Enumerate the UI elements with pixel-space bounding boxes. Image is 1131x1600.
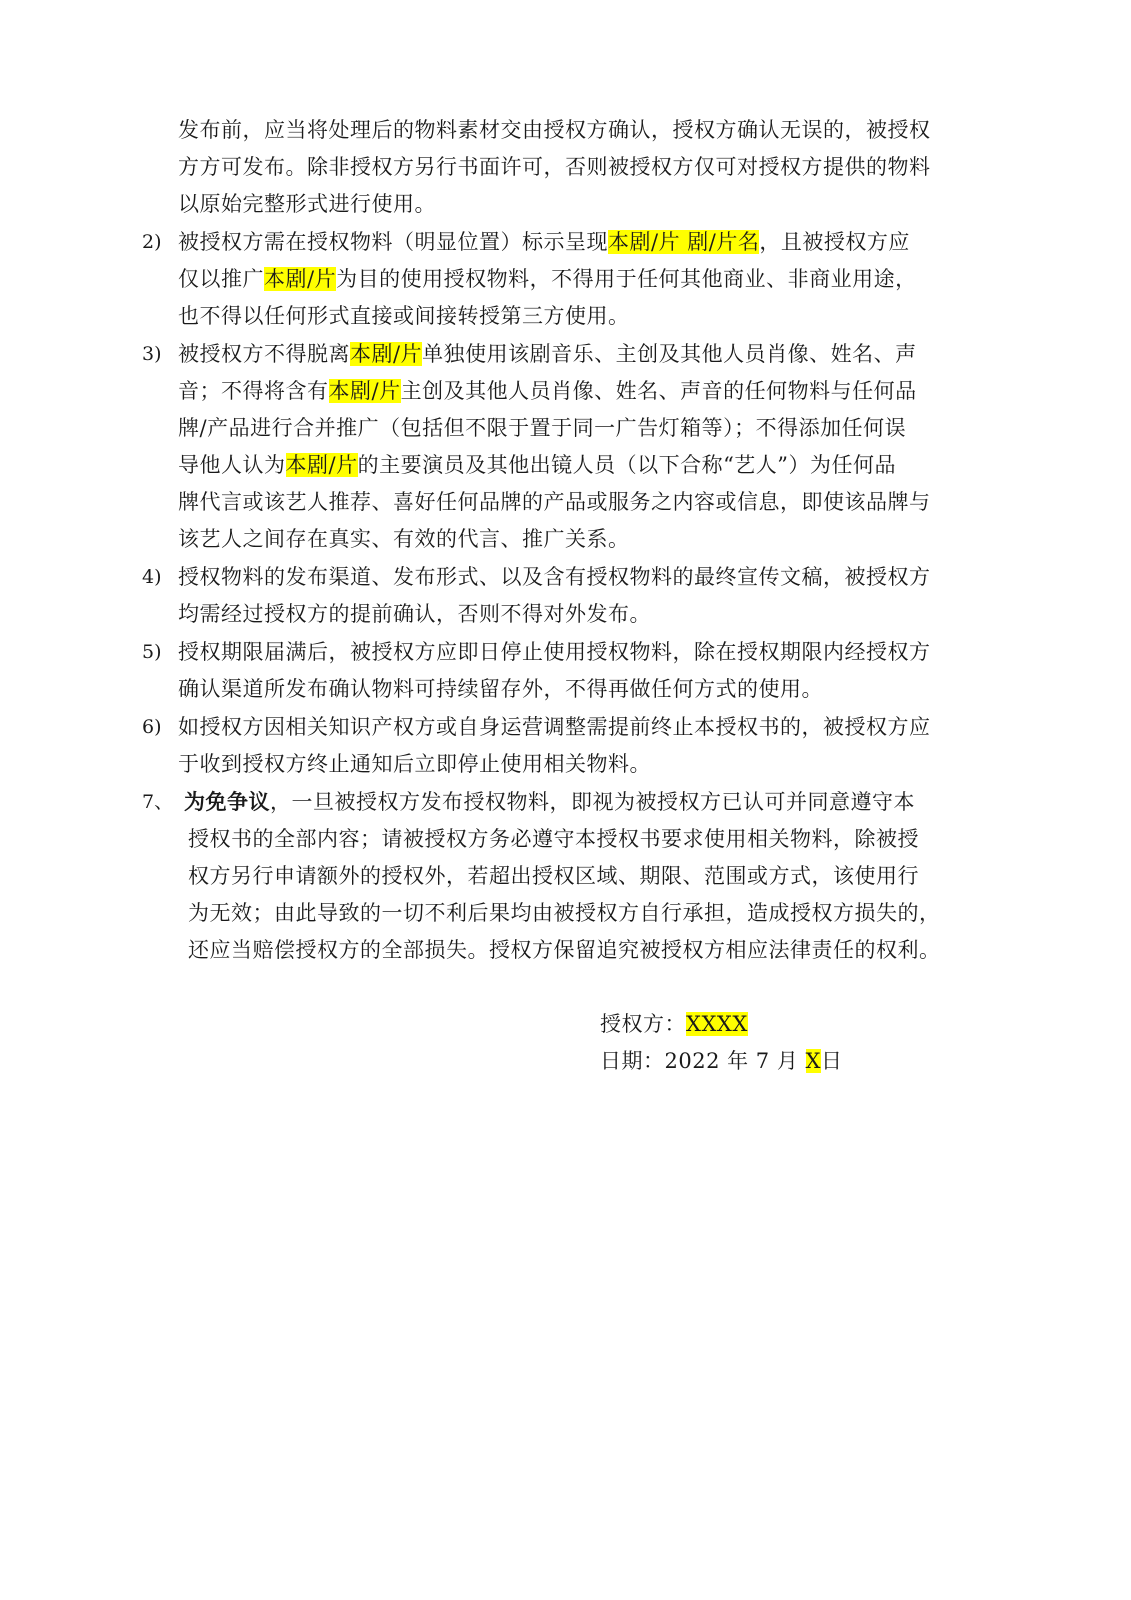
clause-7-number: 7、 [142, 791, 174, 813]
clause-7-line-5: 还应当赔偿授权方的全部损失。授权方保留追究被授权方相应法律责任的权利。 [188, 938, 941, 962]
clause-3-text: 被授权方不得脱离 [178, 342, 350, 366]
clause-3-text: 单独使用该剧音乐、主创及其他人员肖像、姓名、声 [422, 342, 917, 366]
clause-6-number: 6) [142, 716, 162, 738]
signature-date-suffix: 日 [820, 1049, 843, 1073]
clause-5-line-1: 授权期限届满后，被授权方应即日停止使用授权物料，除在授权期限内经授权方 [178, 640, 931, 664]
clause-3-line-2 [178, 373, 917, 409]
clause-3-text: 的主要演员及其他出镜人员（以下合称“艺人”）为任何品 [357, 453, 897, 477]
clause-7-line-4: 为无效；由此导致的一切不利后果均由被授权方自行承担，造成授权方损失的， [188, 901, 941, 925]
clause-2-text: 被授权方需在授权物料（明显位置）标示呈现 [178, 230, 608, 254]
clause-3-line-4 [178, 447, 896, 483]
clause-7-line-3: 权方另行申请额外的授权外，若超出授权区域、期限、范围或方式，该使用行 [188, 864, 919, 888]
clause-4-line-2: 均需经过授权方的提前确认，否则不得对外发布。 [178, 602, 651, 626]
clause-2-line-1 [178, 224, 910, 260]
clause-6-line-2: 于收到授权方终止通知后立即停止使用相关物料。 [178, 752, 651, 776]
clause-1-line-3: 以原始完整形式进行使用。 [178, 192, 436, 216]
clause-3-number: 3) [142, 343, 162, 365]
signature-party-label: 授权方： [600, 1012, 686, 1036]
signature-date [600, 1043, 842, 1079]
clause-7-bold-lead: 为免争议 [184, 790, 270, 814]
clause-7-text: ，一旦被授权方发布授权物料，即视为被授权方已认可并同意遵守本 [270, 790, 915, 814]
clause-7-line-2: 授权书的全部内容；请被授权方务必遵守本授权书要求使用相关物料，除被授 [188, 827, 919, 851]
clause-4-number: 4) [142, 566, 162, 588]
highlight-placeholder: 本剧/片 剧/片名 [608, 230, 760, 254]
signature-date-label: 日期：2022 年 7 月 [600, 1049, 806, 1073]
highlight-placeholder: 本剧/片 [350, 342, 423, 366]
clause-3-text: 导他人认为 [178, 453, 286, 477]
highlight-placeholder: 本剧/片 [264, 267, 337, 291]
clause-5-number: 5) [142, 641, 162, 663]
clause-3-text: 主创及其他人员肖像、姓名、声音的任何物料与任何品 [400, 379, 917, 403]
clause-2-number: 2) [142, 231, 162, 253]
clause-3-text: 音；不得将含有 [178, 379, 329, 403]
clause-2-line-3: 也不得以任何形式直接或间接转授第三方使用。 [178, 304, 630, 328]
clause-3-line-5: 牌代言或该艺人推荐、喜好任何品牌的产品或服务之内容或信息，即使该品牌与 [178, 490, 931, 514]
signature-party [600, 1006, 748, 1042]
clause-3-line-6: 该艺人之间存在真实、有效的代言、推广关系。 [178, 527, 630, 551]
clause-7-line-1 [184, 784, 915, 820]
clause-5-line-2: 确认渠道所发布确认物料可持续留存外，不得再做任何方式的使用。 [178, 677, 823, 701]
highlight-placeholder: 本剧/片 [285, 453, 358, 477]
clause-4-line-1: 授权物料的发布渠道、发布形式、以及含有授权物料的最终宣传文稿，被授权方 [178, 565, 931, 589]
clause-1-line-1: 发布前，应当将处理后的物料素材交由授权方确认，授权方确认无误的，被授权 [178, 118, 931, 142]
clause-2-text: ，且被授权方应 [759, 230, 910, 254]
clause-2-line-2 [178, 261, 917, 297]
clause-1-line-2: 方方可发布。除非授权方另行书面许可，否则被授权方仅可对授权方提供的物料 [178, 155, 931, 179]
clause-3-line-3: 牌/产品进行合并推广（包括但不限于置于同一广告灯箱等）；不得添加任何误 [178, 416, 907, 440]
clause-2-text: 为目的使用授权物料，不得用于任何其他商业、非商业用途， [336, 267, 917, 291]
clause-6-line-1: 如授权方因相关知识产权方或自身运营调整需提前终止本授权书的，被授权方应 [178, 715, 931, 739]
clause-3-line-1 [178, 336, 917, 372]
highlight-placeholder: 本剧/片 [328, 379, 401, 403]
signature-party-value: XXXX [686, 1012, 748, 1036]
clause-2-text: 仅以推广 [178, 267, 264, 291]
signature-date-day: X [805, 1049, 821, 1073]
